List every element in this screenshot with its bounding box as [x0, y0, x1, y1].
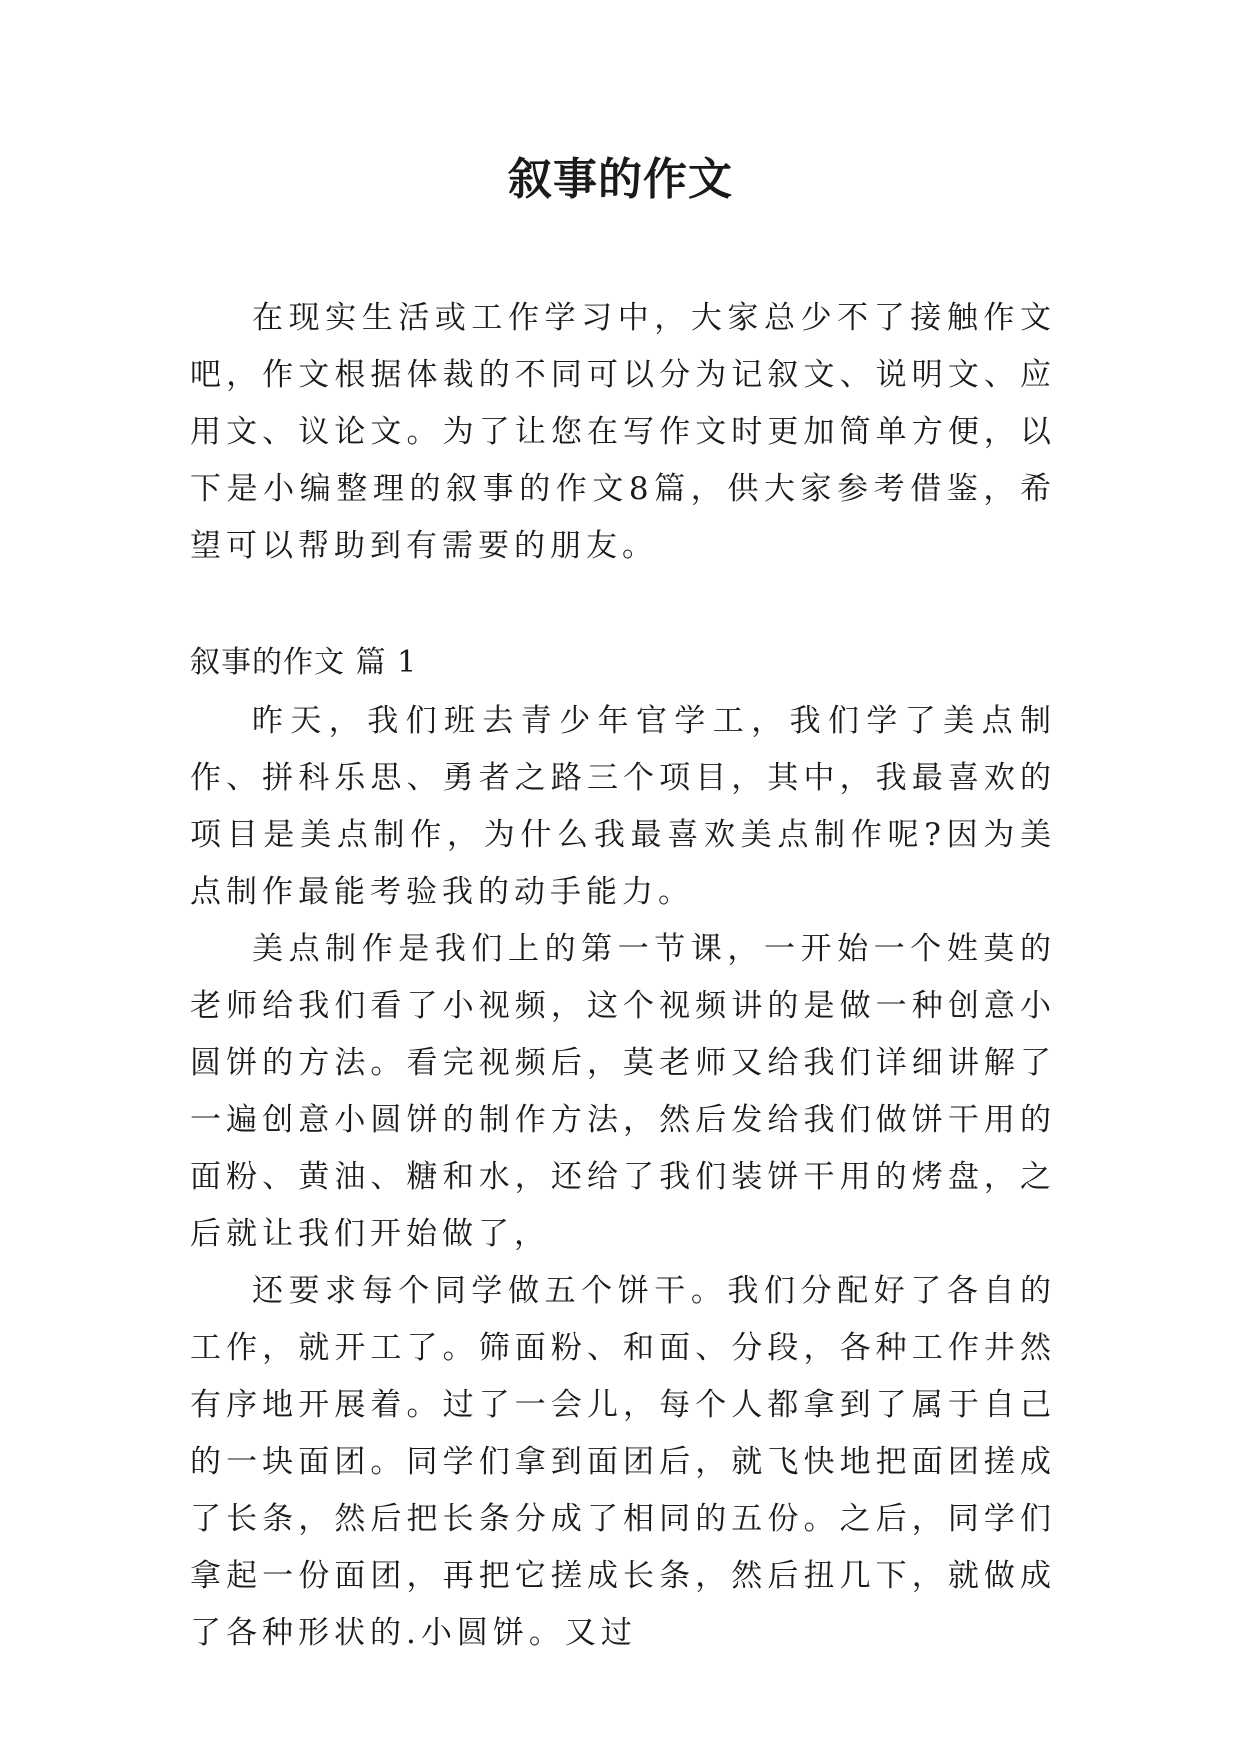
section-heading: 叙事的作文 篇 1: [190, 645, 418, 680]
body-paragraph: 美点制作是我们上的第一节课，一开始一个姓莫的老师给我们看了小视频，这个视频讲的是做一种创意小圆饼的方法。看完视频后，莫老师又给我们详细讲解了一遍创意小圆饼的制作方法，然后发给我们做饼干用的面粉、黄油、糖和水，还给了我们装饼干用的烤盘，之后就让我们开始做了，: [190, 931, 1056, 1252]
document-body: [190, 290, 1056, 1662]
body-paragraph: 昨天，我们班去青少年官学工，我们学了美点制作、拼科乐思、勇者之路三个项目，其中，我最喜欢的项目是美点制作，为什么我最喜欢美点制作呢?因为美点制作最能考验我的动手能力。: [190, 703, 1056, 910]
body-paragraph: 还要求每个同学做五个饼干。我们分配好了各自的工作，就开工了。筛面粉、和面、分段，各种工作井然有序地开展着。过了一会儿，每个人都拿到了属于自己的一块面团。同学们拿到面团后，就飞快地把面团搓成了长条，然后把长条分成了相同的五份。之后，同学们拿起一份面团，再把它搓成长条，然后扭几下，就做成了各种形状的.小圆饼。又过: [190, 1273, 1056, 1651]
document-title: 叙事的作文: [508, 154, 733, 205]
intro-paragraph: 在现实生活或工作学习中，大家总少不了接触作文吧，作文根据体裁的不同可以分为记叙文、说明文、应用文、议论文。为了让您在写作文时更加简单方便，以下是小编整理的叙事的作文8篇，供大家参考借鉴，希望可以帮助到有需要的朋友。: [190, 300, 1056, 564]
